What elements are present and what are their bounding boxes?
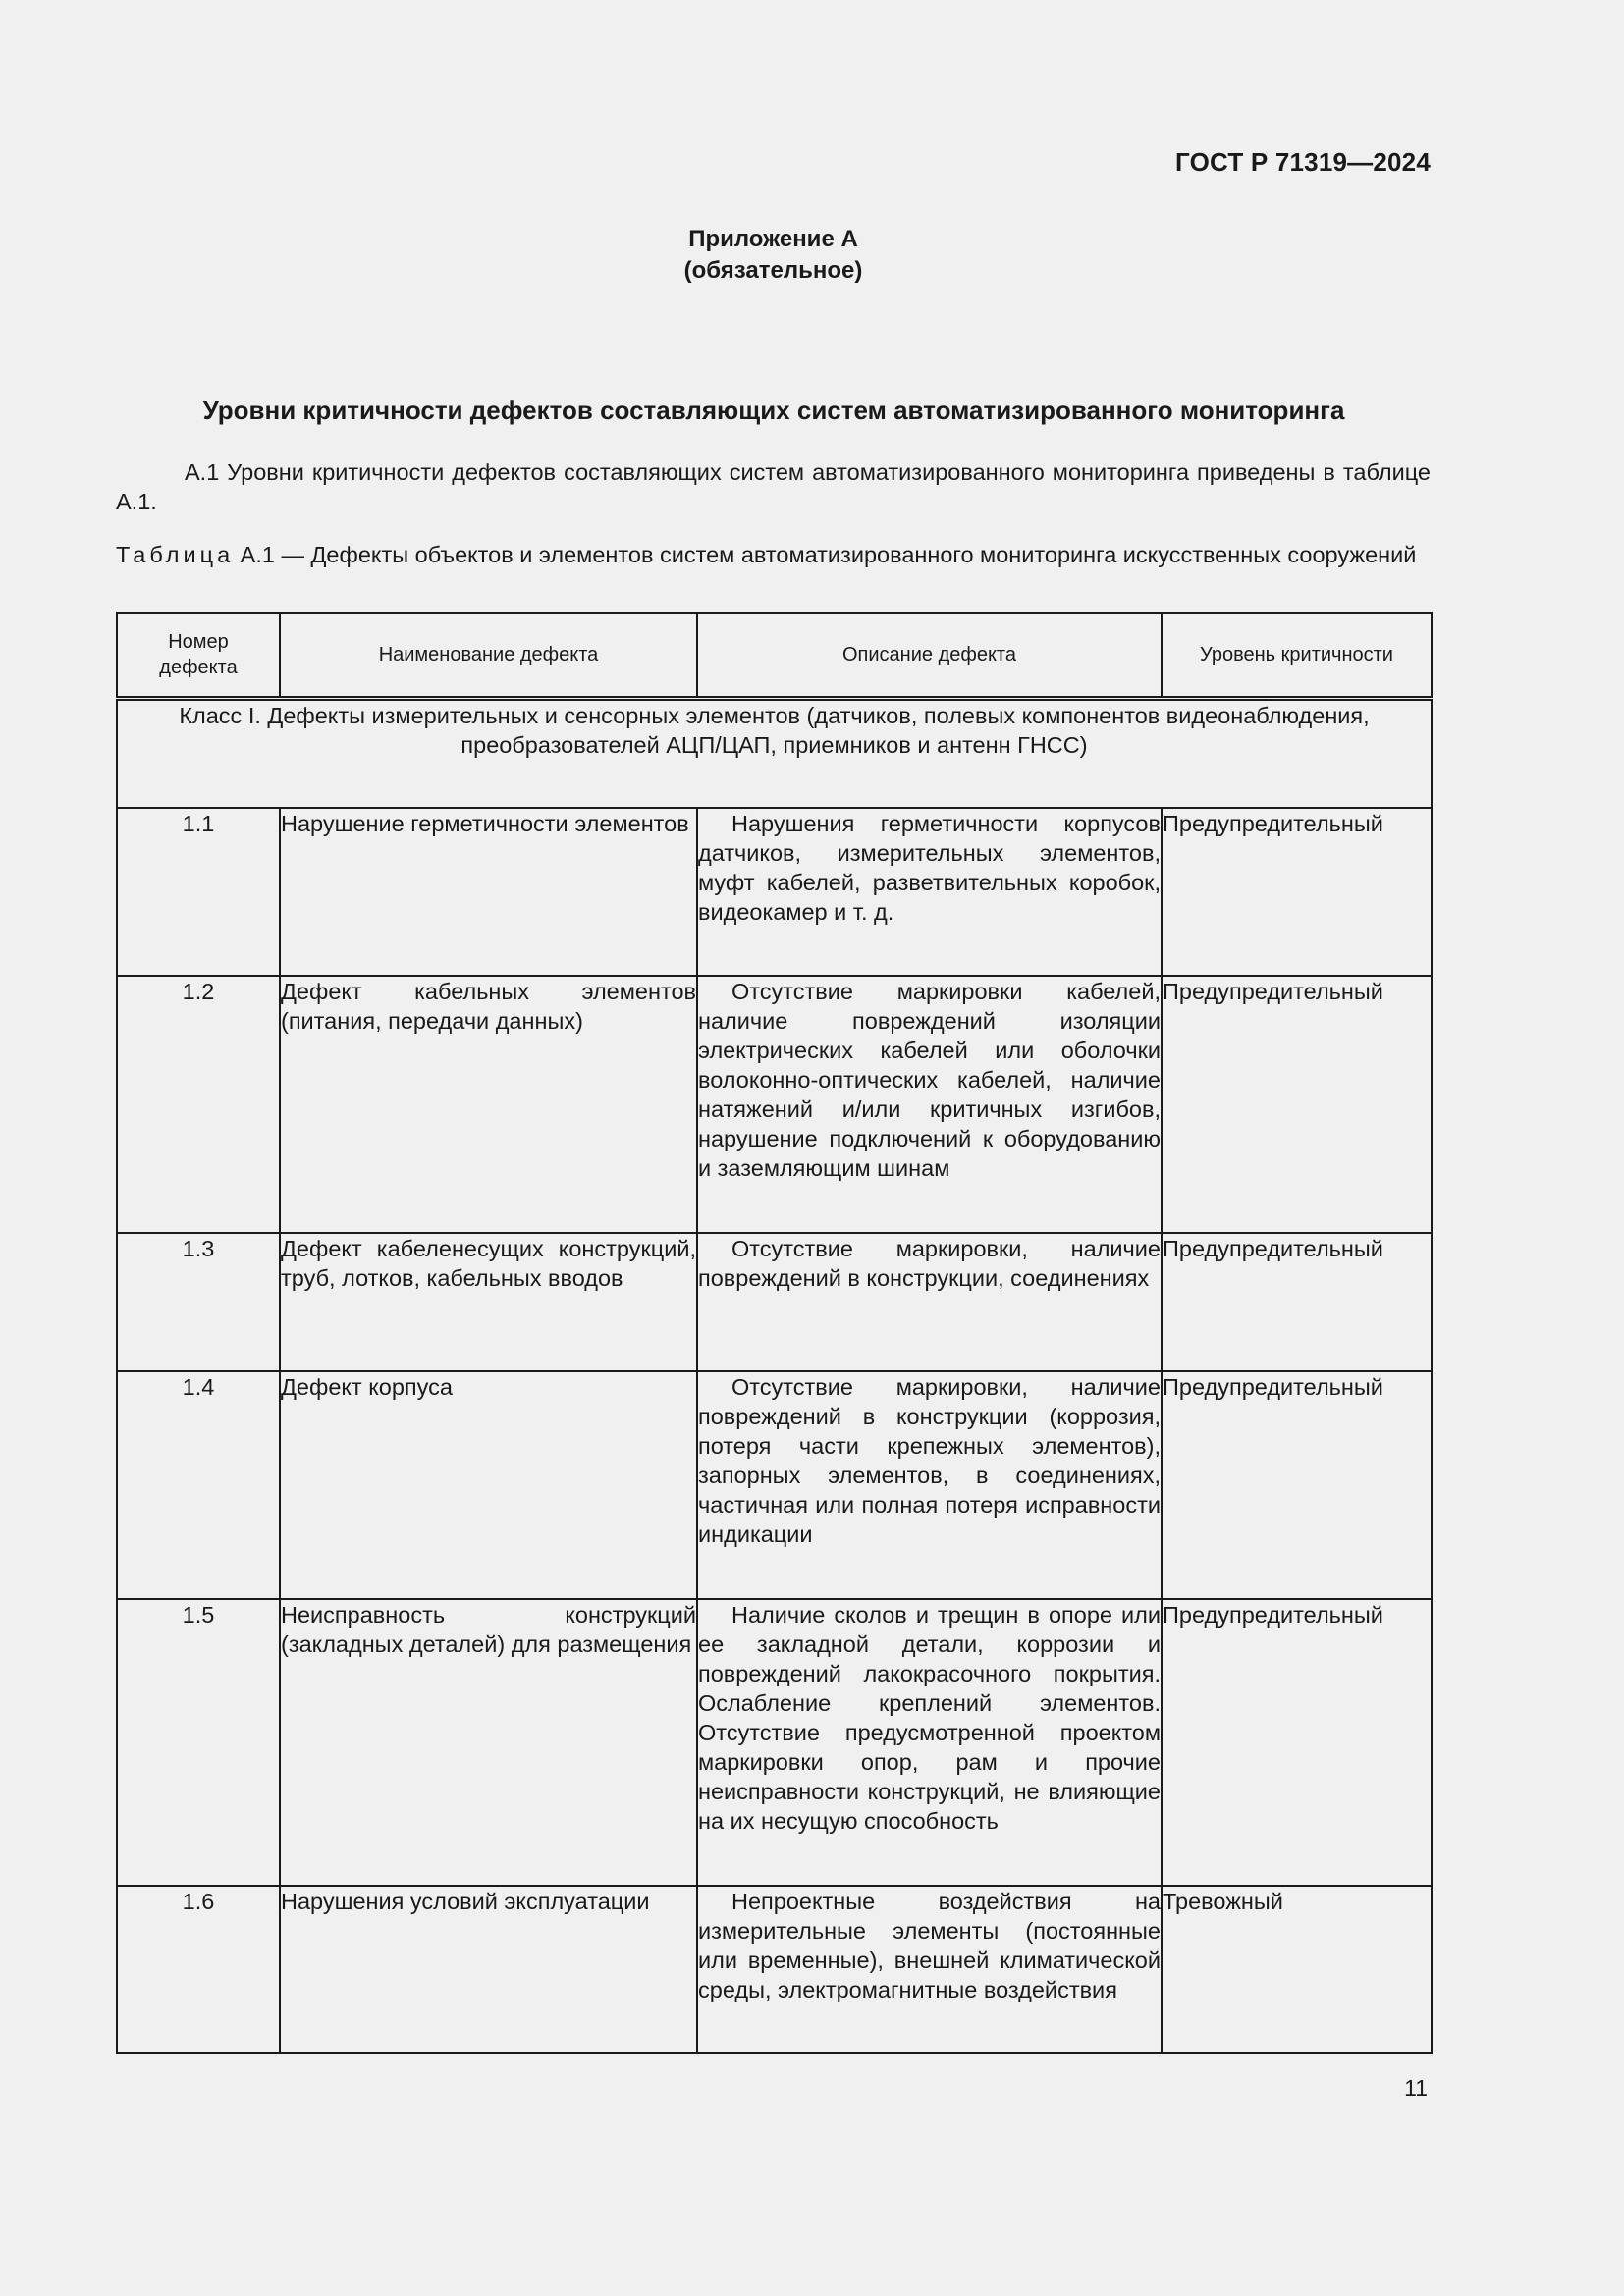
appendix-heading xyxy=(0,224,1546,287)
appendix-status: (обязательное) xyxy=(683,257,863,284)
row-description: Непроектные воздействия на измерительные элементы (постоянные или временные), внешней климатической среды, электромагнитные воздействия xyxy=(697,1886,1162,2053)
row-number: 1.3 xyxy=(117,1233,280,1371)
row-name: Дефект корпуса xyxy=(280,1371,697,1599)
row-number: 1.5 xyxy=(117,1599,280,1886)
row-number: 1.1 xyxy=(117,808,280,976)
section-title: Уровни критичности дефектов составляющих систем автоматизированного мониторинга xyxy=(202,396,1345,425)
row-name: Неисправность конструкций (закладных деталей) для размещения xyxy=(280,1599,697,1886)
row-level: Предупредительный xyxy=(1162,1371,1432,1599)
table-header-row xyxy=(117,613,1432,699)
appendix-title: Приложение А xyxy=(688,226,858,252)
header-description: Описание дефекта xyxy=(697,613,1162,699)
row-level: Тревожный xyxy=(1162,1886,1432,2053)
row-number: 1.6 xyxy=(117,1886,280,2053)
row-description: Наличие сколов и трещин в опоре или ее закладной детали, коррозии и повреждений лакокрасочного покрытия. Ослабление креплений элементов. Отсутствие предусмотренной проектом маркировки опор, рам и прочие неисправности конструкций, не влияющие на их несущую способность xyxy=(697,1599,1162,1886)
row-name: Дефект кабеленесущих конструкций, труб, лотков, кабельных вводов xyxy=(280,1233,697,1371)
row-description: Отсутствие маркировки, наличие повреждений в конструкции, соединениях xyxy=(697,1233,1162,1371)
row-name: Нарушения условий эксплуатации xyxy=(280,1886,697,2053)
row-level: Предупредительный xyxy=(1162,976,1432,1233)
document-code: ГОСТ Р 71319—2024 xyxy=(1175,147,1431,177)
row-description: Отсутствие маркировки кабелей, наличие повреждений изоляции электрических кабелей или оболочки волоконно-оптических кабелей, наличие натяжений и/или критичных изгибов, нарушение подключений к оборудованию и заземляющим шинам xyxy=(697,976,1162,1233)
row-name: Дефект кабельных элементов (питания, передачи данных) xyxy=(280,976,697,1233)
row-name: Нарушение герметичности элементов xyxy=(280,808,697,976)
table-row xyxy=(117,1599,1432,1886)
table-row xyxy=(117,1233,1432,1371)
defects-table xyxy=(116,612,1433,2054)
class-row-text: Класс I. Дефекты измерительных и сенсорных элементов (датчиков, полевых компонентов видеонаблюдения, преобразователей АЦП/ЦАП, приемников и антенн ГНСС) xyxy=(117,699,1432,809)
row-level: Предупредительный xyxy=(1162,1599,1432,1886)
intro-paragraph: А.1 Уровни критичности дефектов составляющих систем автоматизированного мониторинга приведены в таблице А.1. xyxy=(116,459,1431,514)
row-description: Нарушения герметичности корпусов датчиков, измерительных элементов, муфт кабелей, разветвительных коробок, видеокамер и т. д. xyxy=(697,808,1162,976)
row-level: Предупредительный xyxy=(1162,808,1432,976)
page-number: 11 xyxy=(1404,2075,1428,2101)
table-caption-label: Таблица xyxy=(116,542,235,567)
row-description: Отсутствие маркировки, наличие повреждений в конструкции (коррозия, потеря части крепежных элементов), запорных элементов, в соединениях, частичная или полная потеря исправности индикации xyxy=(697,1371,1162,1599)
table-row xyxy=(117,976,1432,1233)
header-level: Уровень критичности xyxy=(1162,613,1432,699)
header-number: Номер дефекта xyxy=(117,613,280,699)
table-row xyxy=(117,808,1432,976)
class-row xyxy=(117,699,1432,809)
table-row xyxy=(117,1886,1432,2053)
row-number: 1.4 xyxy=(117,1371,280,1599)
table-caption-text: А.1 — Дефекты объектов и элементов систем автоматизированного мониторинга искусственных сооружений xyxy=(234,542,1417,567)
table-row xyxy=(117,1371,1432,1599)
row-level: Предупредительный xyxy=(1162,1233,1432,1371)
table-caption xyxy=(116,540,1431,569)
header-name: Наименование дефекта xyxy=(280,613,697,699)
row-number: 1.2 xyxy=(117,976,280,1233)
